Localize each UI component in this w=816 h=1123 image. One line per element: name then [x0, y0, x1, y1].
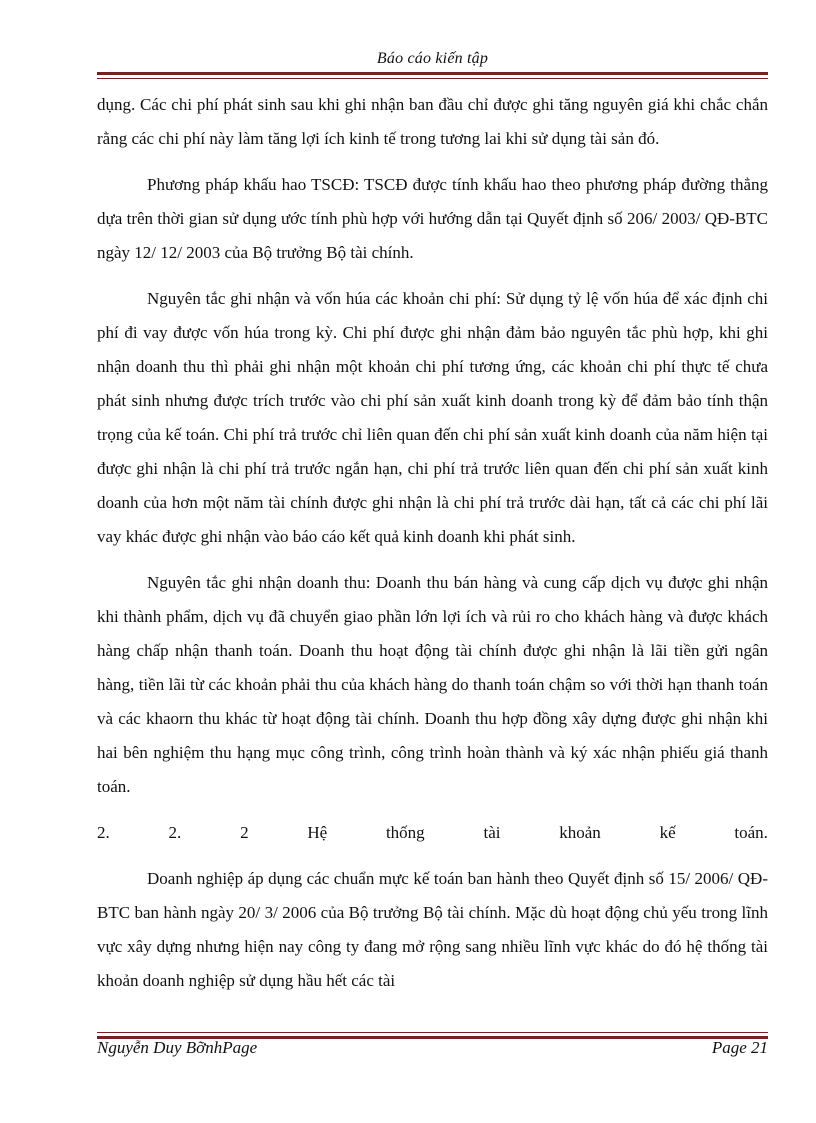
footer-author: Nguyễn Duy BỡnhPage: [97, 1038, 258, 1057]
paragraph-continued: dụng. Các chi phí phát sinh sau khi ghi nhận ban đầu chỉ được ghi tăng nguyên giá khi chắc chắn rằng các chi phí này làm tăng lợi ích kinh tế trong tương lai khi sử dụng tài sản đó.: [97, 95, 768, 148]
heading-word: 2: [240, 823, 249, 842]
footer-page-number: Page 21: [711, 1038, 768, 1057]
section-heading: [97, 816, 768, 850]
page-header: [97, 50, 768, 68]
heading-word: thống: [385, 823, 425, 842]
header-rule: [97, 72, 768, 79]
heading-word: 2.: [97, 823, 110, 842]
document-body: [97, 88, 768, 1010]
heading-word: kế: [659, 823, 676, 842]
header-title: Báo cáo kiến tập: [376, 50, 489, 67]
paragraph-revenue: Nguyên tắc ghi nhận doanh thu: Doanh thu bán hàng và cung cấp dịch vụ được ghi nhận khi thành phẩm, dịch vụ đã chuyển giao phần lớn lợi ích và rủi ro cho khách hàng và được khách hàng chấp nhận thanh toán. Doanh thu hoạt động tài chính được ghi nhận là lãi tiền gửi ngân hàng, tiền lãi từ các khoản phải thu của khách hàng do thanh toán chậm so với thời hạn thanh toán và các khaorn thu khác từ hoạt động tài chính. Doanh thu hợp đồng xây dựng được ghi nhận khi hai bên nghiệm thu hạng mục công trình, công trình hoàn thành và ký xác nhận phiếu giá thanh toán.: [97, 573, 768, 796]
heading-word: tài: [483, 823, 501, 842]
page-footer: [97, 1038, 768, 1058]
heading-word: toán.: [734, 823, 768, 842]
heading-word: Hệ: [307, 823, 328, 842]
heading-word: khoản: [559, 823, 601, 842]
paragraph-accounting-system: Doanh nghiệp áp dụng các chuẩn mực kế toán ban hành theo Quyết định số 15/ 2006/ QĐ-BTC ban hành ngày 20/ 3/ 2006 của Bộ trưởng Bộ tài chính. Mặc dù hoạt động chủ yếu trong lĩnh vực xây dựng nhưng hiện nay công ty đang mở rộng sang nhiều lĩnh vực khác do đó hệ thống tài khoản doanh nghiệp sử dụng hầu hết các tài: [97, 869, 768, 990]
heading-word: 2.: [168, 823, 182, 842]
paragraph-depreciation: Phương pháp khấu hao TSCĐ: TSCĐ được tính khấu hao theo phương pháp đường thẳng dựa trên thời gian sử dụng ước tính phù hợp với hướng dẫn tại Quyết định số 206/ 2003/ QĐ-BTC ngày 12/ 12/ 2003 của Bộ trưởng Bộ tài chính.: [97, 175, 768, 262]
paragraph-expenses: Nguyên tắc ghi nhận và vốn húa các khoản chi phí: Sử dụng tỷ lệ vốn húa để xác định chi phí đi vay được vốn húa trong kỳ. Chi phí được ghi nhận đảm bảo nguyên tắc phù hợp, khi ghi nhận doanh thu thì phải ghi nhận một khoản chi phí tương ứng, các khoản chi phí thực tế chưa phát sinh nhưng được trích trước vào chi phí sản xuất kinh doanh trong kỳ để đảm bảo tính thận trọng của kế toán. Chi phí trả trước chỉ liên quan đến chi phí sản xuất kinh doanh của năm hiện tại được ghi nhận là chi phí trả trước ngắn hạn, chi phí trả trước liên quan đến chi phí sản xuất kinh doanh của hơn một năm tài chính được ghi nhận là chi phí trả trước dài hạn, tất cả các chi phí lãi vay khác được ghi nhận vào báo cáo kết quả kinh doanh khi phát sinh.: [97, 289, 768, 546]
